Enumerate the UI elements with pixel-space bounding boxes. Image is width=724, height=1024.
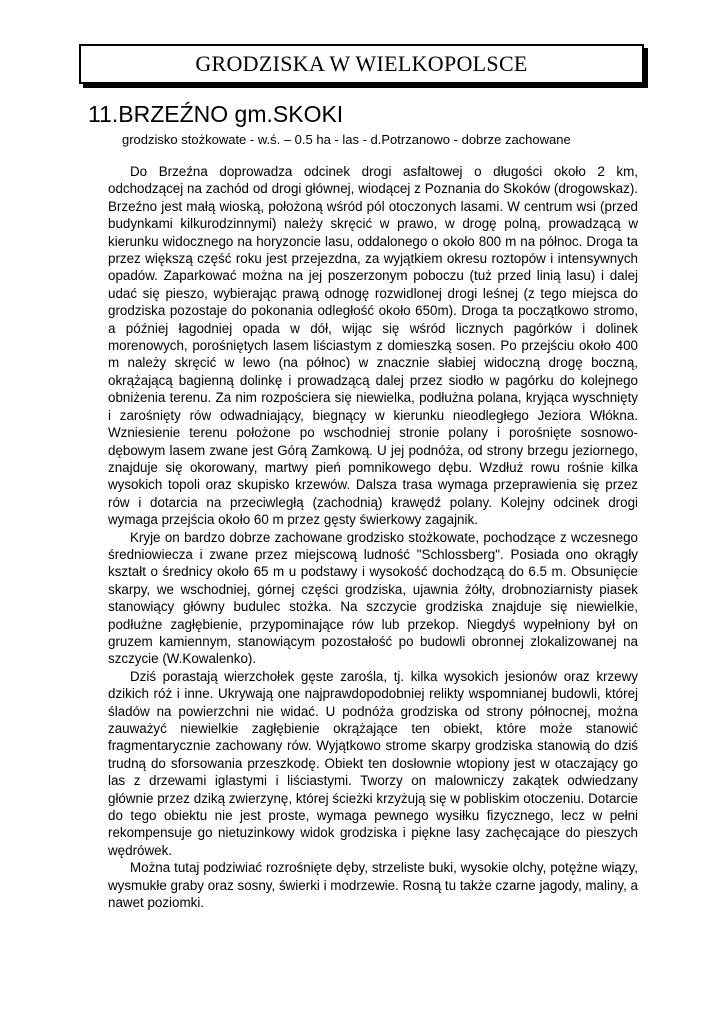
header-banner xyxy=(79,44,644,84)
article-body xyxy=(108,163,638,911)
site-summary: grodzisko stożkowate - w.ś. – 0.5 ha - las - d.Potrzanowo - dobrze zachowane xyxy=(122,132,571,147)
paragraph-description: Kryje on bardzo dobrze zachowane grodzisko stożkowate, pochodzące z wczesnego średniowiecza i zwane przez miejscową ludność "Schlossberg". Posiada ono okrągły kształt o średnicy około 65 m u podstawy i wysokość dochodzącą do 6.5 m. Obsunięcie skarpy, we wschodniej, górnej części grodziska, ujawnia żółty, drobnoziarnisty piasek stanowiący główny budulec stożka. Na szczycie grodziska znajduje się niewielkie, podłużne zagłębienie, przypominające rów lub przekop. Niegdyś wypełniony był on gruzem kamiennym, stanowiącym pozostałość po budowli obronnej zlokalizowanej na szczycie (W.Kowalenko). xyxy=(108,529,638,667)
banner-title: GRODZISKA W WIELKOPOLSCE xyxy=(195,51,528,76)
paragraph-directions: Do Brzeźna doprowadza odcinek drogi asfaltowej o długości około 2 km, odchodzącej na zachód od drogi głównej, wiodącej z Poznania do Skoków (drogowskaz). Brzeźno jest małą wioską, położoną wśród pól otoczonych lasami. W centrum wsi (przed budynkami kilkurodzinnymi) należy skręcić w prawo, w drogę polną, prowadzącą w kierunku widocznego na horyzoncie lasu, oddalonego o około 800 m na północ. Droga ta przez większą część roku jest przejezdna, za wyjątkiem okresu roztopów i intensywnych opadów. Zaparkować można na jej poszerzonym poboczu (tuż przed linią lasu) i dalej udać się pieszo, wybierając prawą odnogę rozwidlonej drogi leśnej (z tego miejsca do grodziska pozostaje do pokonania odległość około 650m). Droga ta początkowo stromo, a później łagodniej opada w dół, wijąc się wśród licznych pagórków i dolinek morenowych, porośniętych lasem liściastym z domieszką sosen. Po przejściu około 400 m należy skręcić w lewo (na północ) w znacznie słabiej widoczną drogę boczną, okrążającą bagienną dolinkę i prowadzącą dalej przez siodło w pagórku do kolejnego obniżenia terenu. Za nim rozpościera się niewielka, podłużna polana, kryjąca wyschnięty i zarośnięty rów odwadniający, biegnący w kierunku nieodległego Jeziora Włókna. Wzniesienie terenu położone po wschodniej stronie polany i porośnięte sosnowo-dębowym lasem zwane jest Górą Zamkową. U jej podnóża, od strony brzegu jeziornego, znajduje się okorowany, martwy pień pomnikowego dębu. Wzdłuż rowu rośnie kilka wysokich topoli oraz skupisko krzewów. Dalsza trasa wymaga przeprawienia się przez rów i dotarcia na przeciwległą (zachodnią) krawędź polany. Kolejny odcinek drogi wymaga przejścia około 60 m przez gęsty świerkowy zagajnik. xyxy=(108,164,638,528)
paragraph-vegetation: Dziś porastają wierzchołek gęste zarośla, tj. kilka wysokich jesionów oraz krzewy dzikich róż i inne. Ukrywają one najprawdopodobniej relikty wspomnianej budowli, której śladów na powierzchni nie widać. U podnóża grodziska od strony północnej, można zauważyć niewielkie zagłębienie okrążające ten obiekt, które może stanowić fragmentarycznie zachowany rów. Wyjątkowo strome skarpy grodziska stanowią do dziś trudną do sforsowania przeszkodę. Obiekt ten dosłownie wtopiony jest w otaczający go las z drzewami iglastymi i liściastymi. Tworzy on malowniczy zakątek odwiedzany głównie przez dziką zwierzynę, której ścieżki krzyżują się w pobliskim otoczeniu. Dotarcie do tego obiektu nie jest proste, wymaga pewnego wysiłku fizycznego, lecz w pełni rekompensuje go nietuzinkowy widok grodziska i piękne lasy zachęcające do pieszych wędrówek. xyxy=(108,668,638,858)
page-title: 11.BRZEŹNO gm.SKOKI xyxy=(88,101,344,127)
paragraph-trees: Można tutaj podziwiać rozrośnięte dęby, strzeliste buki, wysokie olchy, potężne wiązy, wysmukłe graby oraz sosny, świerki i modrzewie. Rosną tu także czarne jagody, maliny, a nawet poziomki. xyxy=(108,860,638,911)
